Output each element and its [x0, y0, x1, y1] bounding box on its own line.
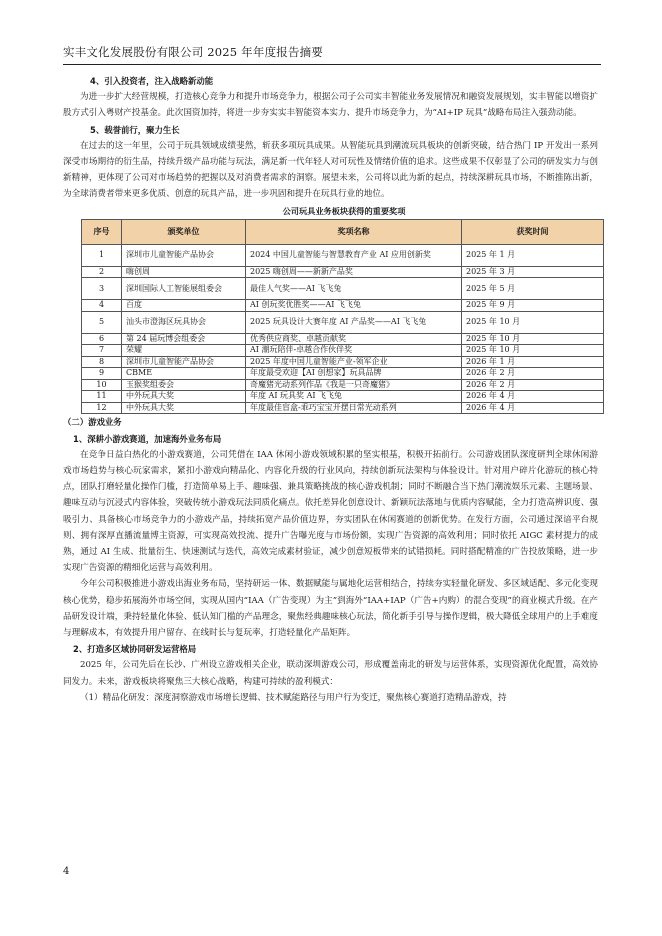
cell-index: 1 [82, 244, 122, 266]
table-row [82, 300, 604, 312]
page-content [63, 73, 598, 706]
heading-awards: 5、载誉前行，聚力生长 [90, 124, 180, 135]
cell-date: 2025 年 10 月 [462, 345, 604, 357]
awards-table [81, 219, 604, 415]
table-row [82, 379, 604, 391]
cell-date: 2026 年 2 月 [462, 379, 604, 391]
cell-award: 2025 玩具设计大赛年度 AI 产品奖——AI 飞飞兔 [246, 311, 462, 333]
cell-issuer: 嗨创周 [122, 266, 246, 278]
table-row [82, 278, 604, 300]
cell-date: 2025 年 1 月 [462, 244, 604, 266]
table-row [82, 368, 604, 380]
table-caption: 公司玩具业务板块获得的重要奖项 [282, 205, 406, 216]
paragraph-investor: 为进一步扩大经营规模，打造核心竞争力和提升市场竞争力，根据公司子公司实丰智能业务发展情况和融资发展规划，实丰智能以增资扩股方式引入粤财产投基金。此次国资加持，将进一步夯实实丰智能资本实力、提升市场竞争力，为“AI+IP 玩具”战略布局注入强劲动能。 [63, 92, 598, 119]
cell-index: 12 [82, 402, 122, 414]
header-cell-index: 序号 [82, 219, 122, 244]
cell-issuer: 荣耀 [122, 345, 246, 357]
cell-date: 2025 年 3 月 [462, 266, 604, 278]
page-number: 4 [63, 866, 70, 877]
cell-index: 11 [82, 391, 122, 403]
cell-award: AI 创玩奖优胜奖——AI 飞飞兔 [246, 300, 462, 312]
table-row [82, 345, 604, 357]
cell-index: 4 [82, 300, 122, 312]
cell-issuer: 深圳市儿童智能产品协会 [122, 356, 246, 368]
cell-index: 8 [82, 356, 122, 368]
cell-issuer: 第 24 届玩博会组委会 [122, 333, 246, 345]
cell-date: 2025 年 10 月 [462, 311, 604, 333]
cell-issuer: 中外玩具大奖 [122, 402, 246, 414]
cell-award: 年度 AI 玩具奖 AI 飞飞兔 [246, 391, 462, 403]
cell-date: 2026 年 4 月 [462, 391, 604, 403]
cell-index: 7 [82, 345, 122, 357]
cell-date: 2025 年 10 月 [462, 333, 604, 345]
table-header-row [82, 219, 604, 244]
heading-mini-games: 1、深耕小游戏赛道，加速海外业务布局 [73, 433, 222, 444]
table-row [82, 266, 604, 278]
header-divider [63, 64, 601, 65]
cell-award: AI 潮玩陪伴-卓越合作伙伴奖 [246, 345, 462, 357]
cell-date: 2026 年 4 月 [462, 402, 604, 414]
header-cell-date: 获奖时间 [462, 219, 604, 244]
table-row [82, 356, 604, 368]
cell-index: 2 [82, 266, 122, 278]
cell-award: 年度最受欢迎【AI 创想家】玩具品牌 [246, 368, 462, 380]
table-row [82, 244, 604, 266]
cell-issuer: 深圳国际人工智能展组委会 [122, 278, 246, 300]
paragraph-mini-games-1: 在竞争日益白热化的小游戏赛道，公司凭借在 IAA 休闲小游戏领域积累的坚实根基，积极开拓前行。公司游戏团队深度研判全球休闲游戏市场趋势与核心玩家需求，紧扣小游戏向精品化、内容化升级的行业风向，持续创新玩法架构与体验设计。针对用户碎片化游玩的核心特点，团队打磨轻量化操作门槛，打造简单易上手、趣味强、兼具策略挑战的核心游戏机制；同时不断融合当下热门潮流娱乐元素、主题场景、趣味互动与沉浸式内容体验，突破传统小游戏玩法同质化痛点。依托差异化创意设计、新颖玩法落地与优质内容赋能，全力打造高辨识度、强吸引力、具备核心市场竞争力的小游戏产品，持续拓宽产品价值边界，夯实团队在休闲赛道的创新优势。在发行方面，公司通过深谙平台规则、拥有深厚直播流量博主资源，可实现高效投流、提升广告曝光度与市场份额，实现广告资源的高效利用；同时依托 AIGC 素材提力的成熟，通过 AI 生成、批量衍生、快速测试与迭代，高效完成素材验证，减少创意短板带来的试错损耗。同时搭配精准的广告投放策略，进一步实现广告资源的精细化运营与高效利用。 [63, 449, 598, 574]
table-row [82, 333, 604, 345]
cell-issuer: 中外玩具大奖 [122, 391, 246, 403]
heading-investor: 4、引入投资者，注入战略新动能 [90, 76, 214, 86]
paragraph-multi-region-1: 2025 年，公司先后在长沙、广州设立游戏相关企业，联动深圳游戏公司，形成覆盖南北的研发与运营体系，实现资源优化配置，高效协同发力。未来，游戏板块将聚焦三大核心战略，构建可持续的盈利模式： [63, 660, 598, 687]
cell-award: 最佳人气奖——AI 飞飞兔 [246, 278, 462, 300]
table-row [82, 391, 604, 403]
paragraph-awards: 在过去的这一年里，公司于玩具领域成绩斐然，斩获多项玩具成果。从智能玩具到潮流玩具板块的创新突破，结合热门 IP 开发出一系列深受市场期待的衍生品，持续升级产品功能与玩法，满足新一代年轻人对可玩性及情绪价值的追求。这些成果不仅彰显了公司的研发实力与创新精神，更体现了公司对市场趋势的把握以及对消费者需求的洞察。展望未来，公司将以此为新的起点，持续深耕玩具市场，不断推陈出新，为全球消费者带来更多优质、创意的玩具产品，进一步巩固和提升在玩具行业的地位。 [63, 140, 598, 200]
cell-issuer: 玉猴奖组委会 [122, 379, 246, 391]
cell-date: 2026 年 1 月 [462, 356, 604, 368]
cell-index: 9 [82, 368, 122, 380]
paragraph-mini-games-2: 今年公司积极推进小游戏出海业务布局，坚持研运一体、数据赋能与属地化运营相结合，持续夯实轻量化研发、多区域适配、多元化变现核心优势，稳步拓展海外市场空间，实现从国内“IAA（广告变现）为主”到海外“IAA+IAP（广告+内购）的混合变现”的商业模式升级。在产品研发设计端，秉持轻量化体验、低认知门槛的产品理念，聚焦经典趣味核心玩法，简化新手引导与操作逻辑，极大降低全球用户的上手难度与理解成本，有效提升用户留存、在线时长与复玩率，打造轻量化产品矩阵。 [63, 579, 598, 638]
cell-award: 年度最佳盲盒-乖巧宝宝开摆日常光动系列 [246, 402, 462, 414]
section-heading-games: （二）游戏业务 [63, 417, 122, 428]
cell-date: 2025 年 5 月 [462, 278, 604, 300]
cell-index: 5 [82, 311, 122, 333]
cell-index: 3 [82, 278, 122, 300]
cell-award: 2025 嗨创周——新新产品奖 [246, 266, 462, 278]
cell-issuer: 百度 [122, 300, 246, 312]
cell-date: 2025 年 9 月 [462, 300, 604, 312]
header-cell-issuer: 颁奖单位 [122, 219, 246, 244]
cell-issuer: CBME [122, 368, 246, 380]
header-cell-award: 奖项名称 [246, 219, 462, 244]
cell-award: 奇魔猪光动系列作品《我是一只奇魔猪》 [246, 379, 462, 391]
cell-issuer: 深圳市儿童智能产品协会 [122, 244, 246, 266]
cell-index: 10 [82, 379, 122, 391]
table-row [82, 402, 604, 414]
cell-award: 2024 中国儿童智能与智慧教育产业 AI 应用创新奖 [246, 244, 462, 266]
report-header: 实丰文化发展股份有限公司 2025 年年度报告摘要 [63, 45, 324, 59]
cell-index: 6 [82, 333, 122, 345]
heading-multi-region: 2、打造多区域协同研发运营格局 [73, 644, 197, 655]
paragraph-multi-region-2: （1）精品化研发：深度洞察游戏市场增长逻辑、技术赋能路径与用户行为变迁，聚焦核心赛道打造精品游戏，持 [80, 692, 507, 703]
cell-issuer: 汕头市澄海区玩具协会 [122, 311, 246, 333]
cell-award: 优秀供应商奖、卓越贡献奖 [246, 333, 462, 345]
table-row [82, 311, 604, 333]
cell-date: 2026 年 2 月 [462, 368, 604, 380]
cell-award: 2025 年度中国儿童智能产业-领军企业 [246, 356, 462, 368]
